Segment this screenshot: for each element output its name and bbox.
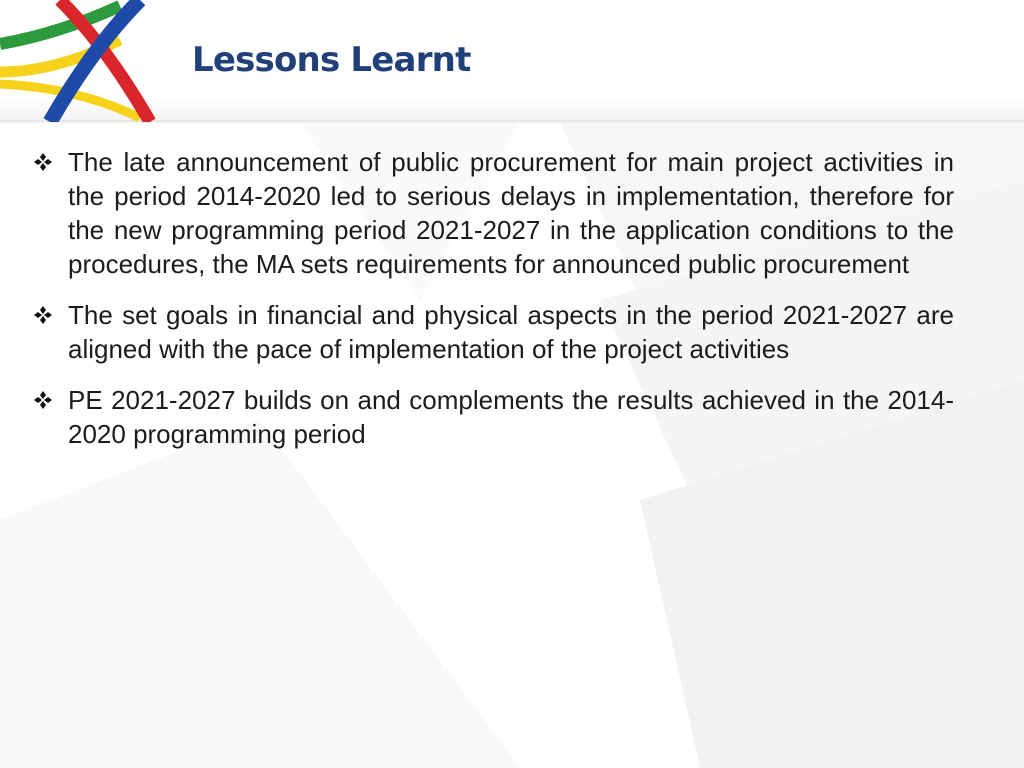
programme-logo xyxy=(0,0,160,122)
diamond-bullet-icon xyxy=(34,391,52,409)
bullet-text: The set goals in financial and physical aspects in the period 2021-2027 are aligned with the pace of implementation of the project activities xyxy=(68,300,954,364)
bullet-item xyxy=(34,298,954,366)
bullet-item xyxy=(34,383,954,451)
diamond-bullet-icon xyxy=(34,153,52,171)
slide-title: Lessons Learnt xyxy=(192,40,471,80)
bullet-text: The late announcement of public procurement for main project activities in the period 2014-2020 led to serious delays in implementation, therefore for the new programming period 2021-2027 in the application conditions to the procedures, the MA sets requirements for announced public procurement xyxy=(68,147,954,279)
bullet-list xyxy=(34,145,954,468)
bullet-text: PE 2021-2027 builds on and complements the results achieved in the 2014-2020 programming period xyxy=(68,385,954,449)
bullet-item xyxy=(34,145,954,281)
diamond-bullet-icon xyxy=(34,306,52,324)
